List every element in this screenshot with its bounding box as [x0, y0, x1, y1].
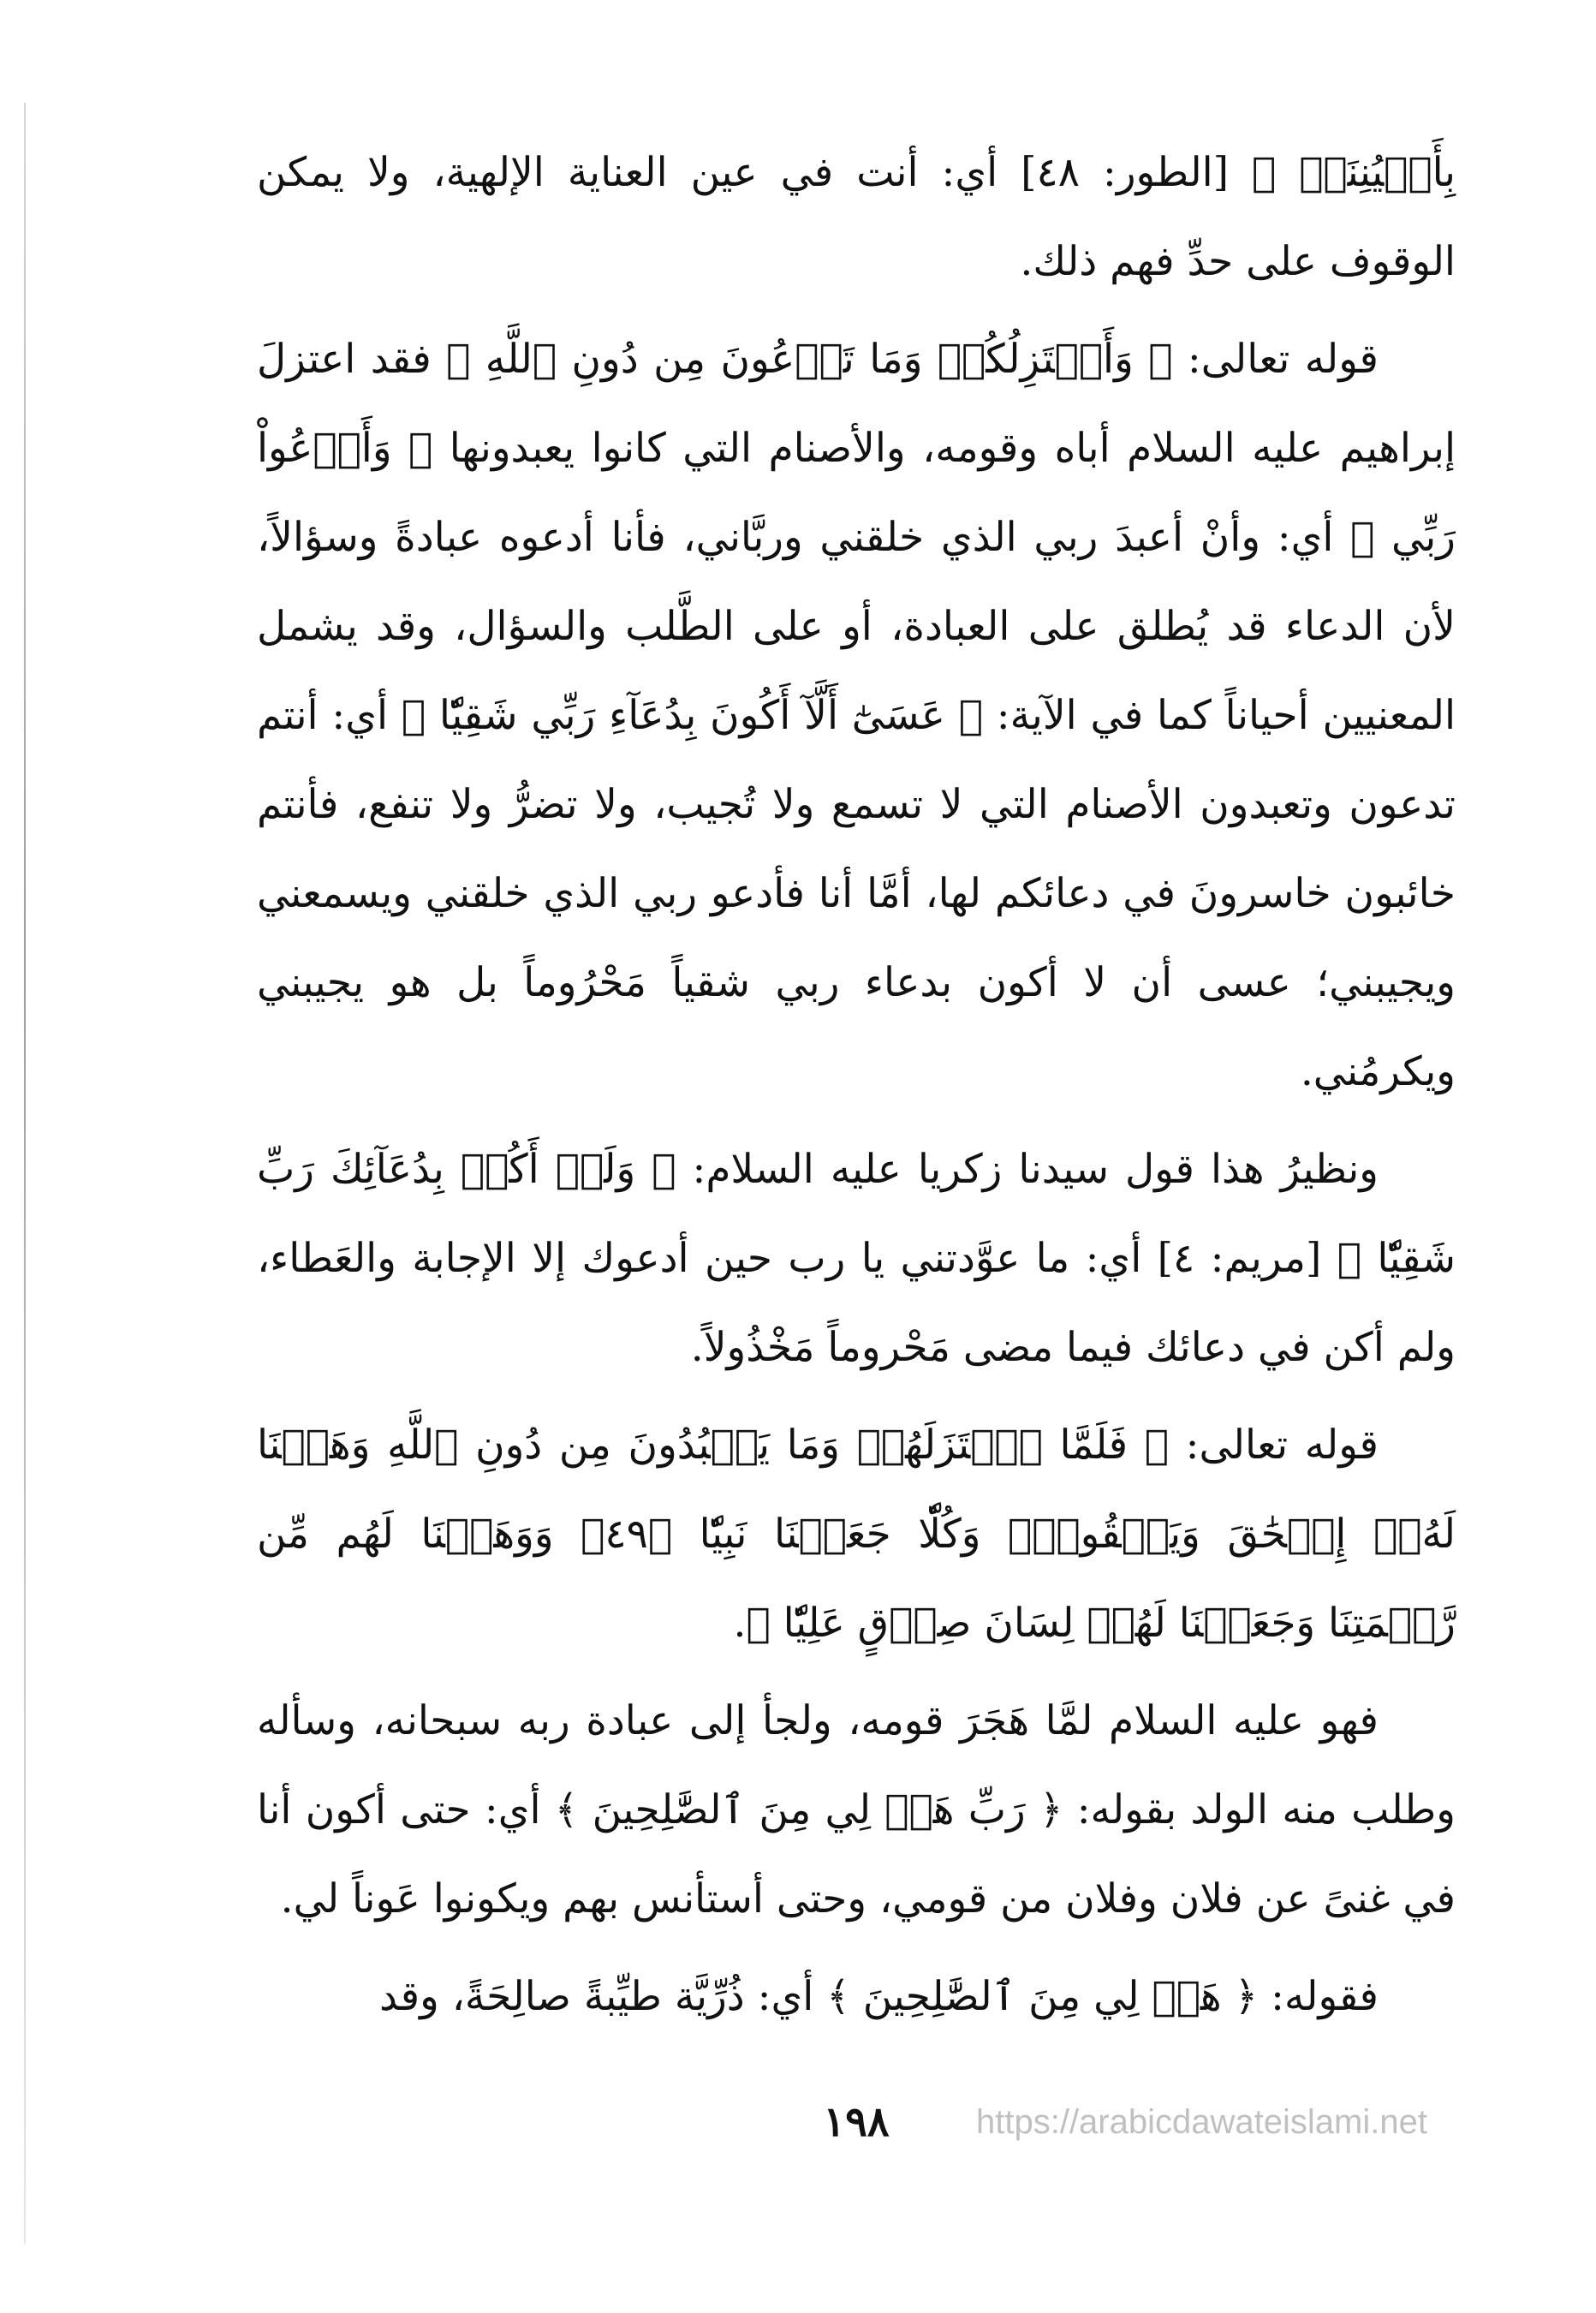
paragraph-tafsir-ibrahim: قوله تعالى: ﴿ وَأَعۡتَزِلُكُمۡ وَمَا تَدۡعُونَ مِن دُونِ ٱللَّهِ ﴾ فقد اعتزلَ إبراهيم عليه السلام أباه وقومه، والأصنام التي كانوا يعبدونها ﴿ وَأَدۡعُواْ رَبِّي ﴾ أي: وأنْ أعبدَ ربي الذي خلقني وربَّاني، فأنا أدعوه عبادةً وسؤالاً، لأن الدعاء قد يُطلق على العبادة، أو على الطَّلب والسؤال، وقد يشمل المعنيين أحياناً كما في الآية: ﴿ عَسَىٰٓ أَلَّآ أَكُونَ بِدُعَآءِ رَبِّي شَقِيّٗا ﴾ أي: أنتم تدعون وتعبدون الأصنام التي لا تسمع ولا تُجيب، ولا تضرُّ ولا تنفع، فأنتم خائبون خاسرونَ في دعائكم لها، أمَّا أنا فأدعو ربي الذي خلقني ويسمعني ويجيبني؛ عسى أن لا أكون بدعاء ربي شقياً مَحْرُوماً بل هو يجيبني ويكرمُني. [257, 336, 1456, 1095]
paragraph-hab-li: فقوله: ﴿ هَبۡ لِي مِنَ ٱلصَّٰلِحِينَ ﴾ أي: ذُرِّيَّة طيِّبةً صالِحَةً، وقد [378, 1973, 1379, 2020]
watermark-url[interactable]: https://arabicdawateislami.net [976, 2103, 1427, 2141]
paragraph-zakariya: ونظيرُ هذا قول سيدنا زكريا عليه السلام: ﴿ وَلَمۡ أَكُنۢ بِدُعَآئِكَ رَبِّ شَقِيّٗا ﴾ [مريم: ٤] أي: ما عوَّدتني يا رب حين أدعوك إلا الإجابة والعَطاء، ولم أكن في دعائك فيما مضى مَحْروماً مَخْذُولاً. [257, 1146, 1456, 1371]
scan-binding-edge [24, 103, 26, 2244]
page-body-text [257, 128, 1456, 2050]
paragraph-continuation: بِأَعۡيُنِنَاۖ ﴾ [الطور: ٤٨] أي: أنت في عين العناية الإلهية، ولا يمكن الوقوف على حدِّ فهم ذلك. [257, 149, 1456, 285]
paragraph-ibrahim-hijra: فهو عليه السلام لمَّا هَجَرَ قومه، ولجأ إلى عبادة ربه سبحانه، وسأله وطلب منه الولد بقوله: ﴿ رَبِّ هَبۡ لِي مِنَ ٱلصَّٰلِحِينَ ﴾ أي: حتى أكون أنا في غنىً عن فلان وفلان من قومي، وحتى أستأنس بهم ويكونوا عَوناً لي. [257, 1697, 1456, 1923]
paragraph-verse-49-50: قوله تعالى: ﴿ فَلَمَّا ٱعۡتَزَلَهُمۡ وَمَا يَعۡبُدُونَ مِن دُونِ ٱللَّهِ وَهَبۡنَا لَهُۥٓ إِسۡحَٰقَ وَيَعۡقُوبَۖ وَكُلّٗا جَعَلۡنَا نَبِيّٗا ﴿٤٩﴾ وَوَهَبۡنَا لَهُم مِّن رَّحۡمَتِنَا وَجَعَلۡنَا لَهُمۡ لِسَانَ صِدۡقٍ عَلِيّٗا ﴾. [257, 1422, 1456, 1647]
page-number: ١٩٨ [823, 2098, 890, 2146]
